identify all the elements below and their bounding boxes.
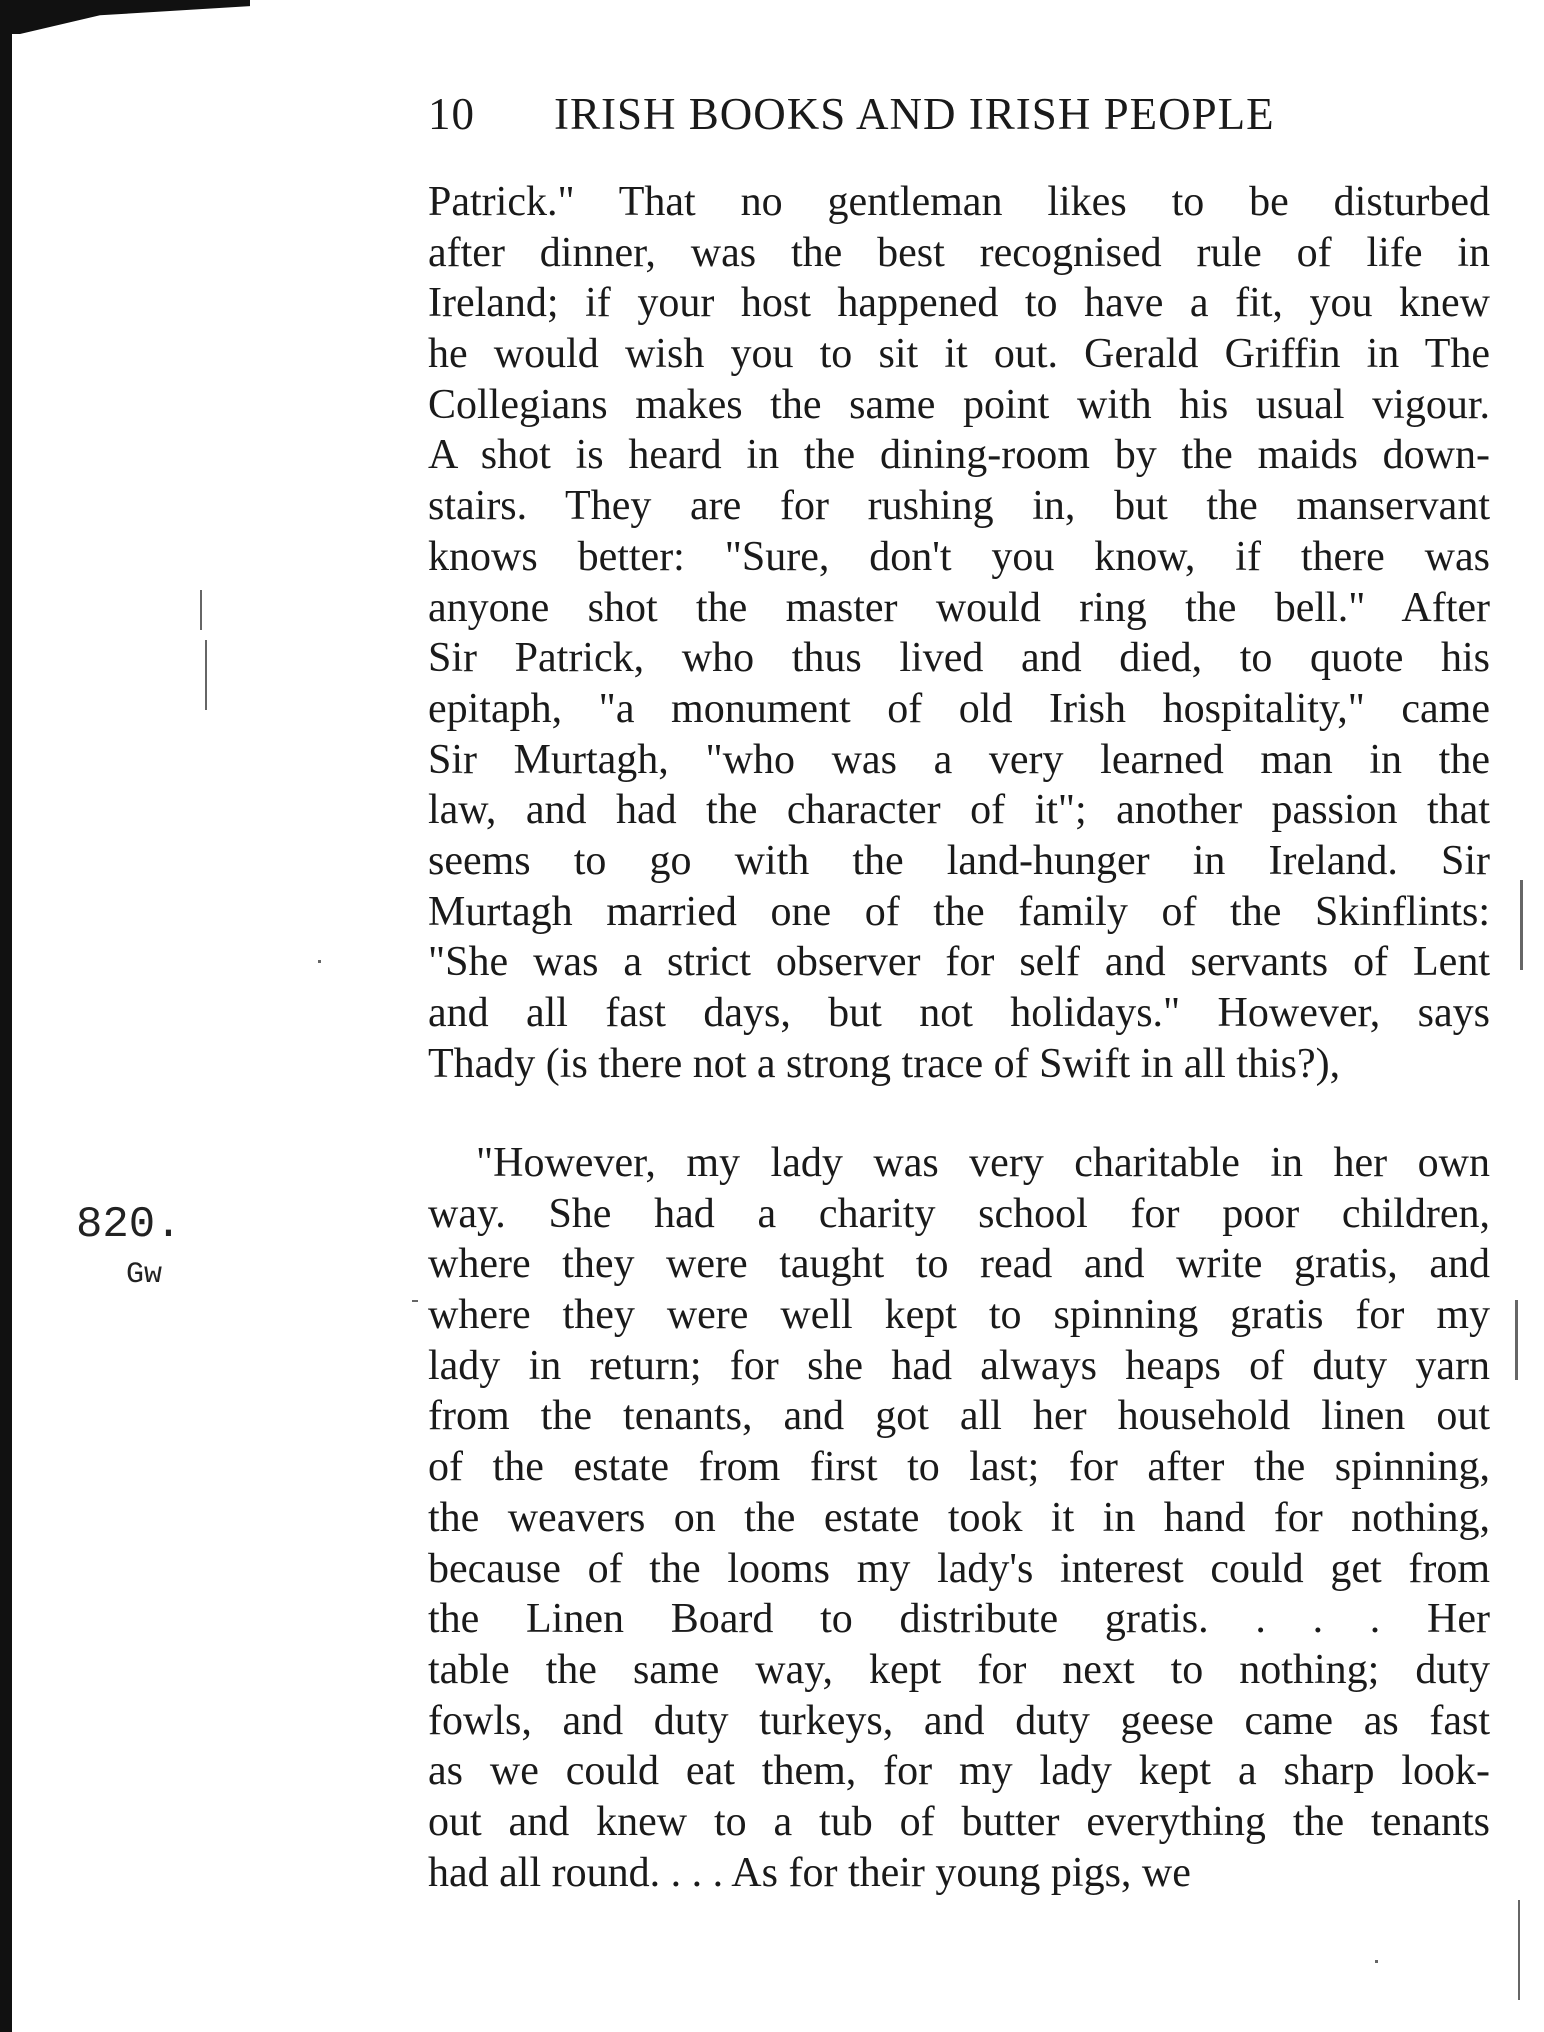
paragraph-1	[428, 177, 1490, 1089]
text-line: seems to go with the land-hunger in Ireland. Sir	[428, 837, 1490, 884]
text-line: the Linen Board to distribute gratis. . . . Her	[428, 1596, 1490, 1643]
text-line: where they were well kept to spinning gratis for my	[428, 1292, 1490, 1339]
text-line: Sir Murtagh, "who was a very learned man in the	[428, 736, 1490, 783]
text-line: and all fast days, but not holidays." However, says	[428, 990, 1490, 1036]
corner-mark	[0, 0, 250, 34]
text-line: had all round. . . . As for their young pigs, we	[428, 1849, 1191, 1896]
text-line: from the tenants, and got all her household linen out	[428, 1393, 1490, 1440]
text-line: Sir Patrick, who thus lived and died, to quote his	[428, 635, 1490, 682]
text-line: the weavers on the estate took it in hand for nothing,	[428, 1494, 1490, 1541]
text-line: knows better: "Sure, don't you know, if there was	[428, 533, 1490, 580]
text-line: fowls, and duty turkeys, and duty geese came as fast	[428, 1697, 1490, 1744]
text-line: Murtagh married one of the family of the Skinflints:	[428, 888, 1490, 935]
text-line: Ireland; if your host happened to have a fit, you knew	[428, 280, 1490, 327]
text-line: way. She had a charity school for poor children,	[428, 1190, 1490, 1237]
text-line: A shot is heard in the dining-room by the maids down-	[428, 432, 1490, 479]
margin-number: 820.	[76, 1200, 182, 1250]
paragraph-2	[428, 1138, 1490, 1898]
text-line: of the estate from first to last; for after the spinning,	[428, 1444, 1490, 1491]
page-header	[428, 88, 1490, 148]
text-line: Thady (is there not a strong trace of Swift in all this?),	[428, 1040, 1341, 1087]
text-line: because of the looms my lady's interest could get from	[428, 1545, 1490, 1592]
text-line: where they were taught to read and write gratis, and	[428, 1241, 1490, 1288]
margin-annotation	[76, 1200, 182, 1292]
text-line: table the same way, kept for next to nothing; duty	[428, 1646, 1490, 1693]
text-line: after dinner, was the best recognised rule of life in	[428, 229, 1490, 276]
text-line: anyone shot the master would ring the bell." After	[428, 584, 1490, 631]
margin-code: Gw	[126, 1258, 163, 1292]
text-line: lady in return; for she had always heaps of duty yarn	[428, 1342, 1490, 1389]
text-line: epitaph, "a monument of old Irish hospitality," came	[428, 685, 1490, 732]
text-line: stairs. They are for rushing in, but the manservant	[428, 483, 1490, 530]
text-line: law, and had the character of it"; another passion that	[428, 787, 1490, 834]
text-line: out and knew to a tub of butter everything the tenants	[428, 1798, 1490, 1845]
text-line: Patrick." That no gentleman likes to be disturbed	[428, 179, 1490, 225]
text-line: "However, my lady was very charitable in her own	[476, 1140, 1490, 1186]
page-number: 10	[428, 89, 475, 139]
text-line: "She was a strict observer for self and servants of Lent	[428, 939, 1490, 986]
binding-edge	[0, 0, 12, 2032]
text-line: as we could eat them, for my lady kept a sharp look-	[428, 1748, 1490, 1795]
text-line: he would wish you to sit it out. Gerald Griffin in The	[428, 331, 1490, 378]
text-line: Collegians makes the same point with his usual vigour.	[428, 381, 1490, 428]
running-title: IRISH BOOKS AND IRISH PEOPLE	[554, 89, 1275, 139]
